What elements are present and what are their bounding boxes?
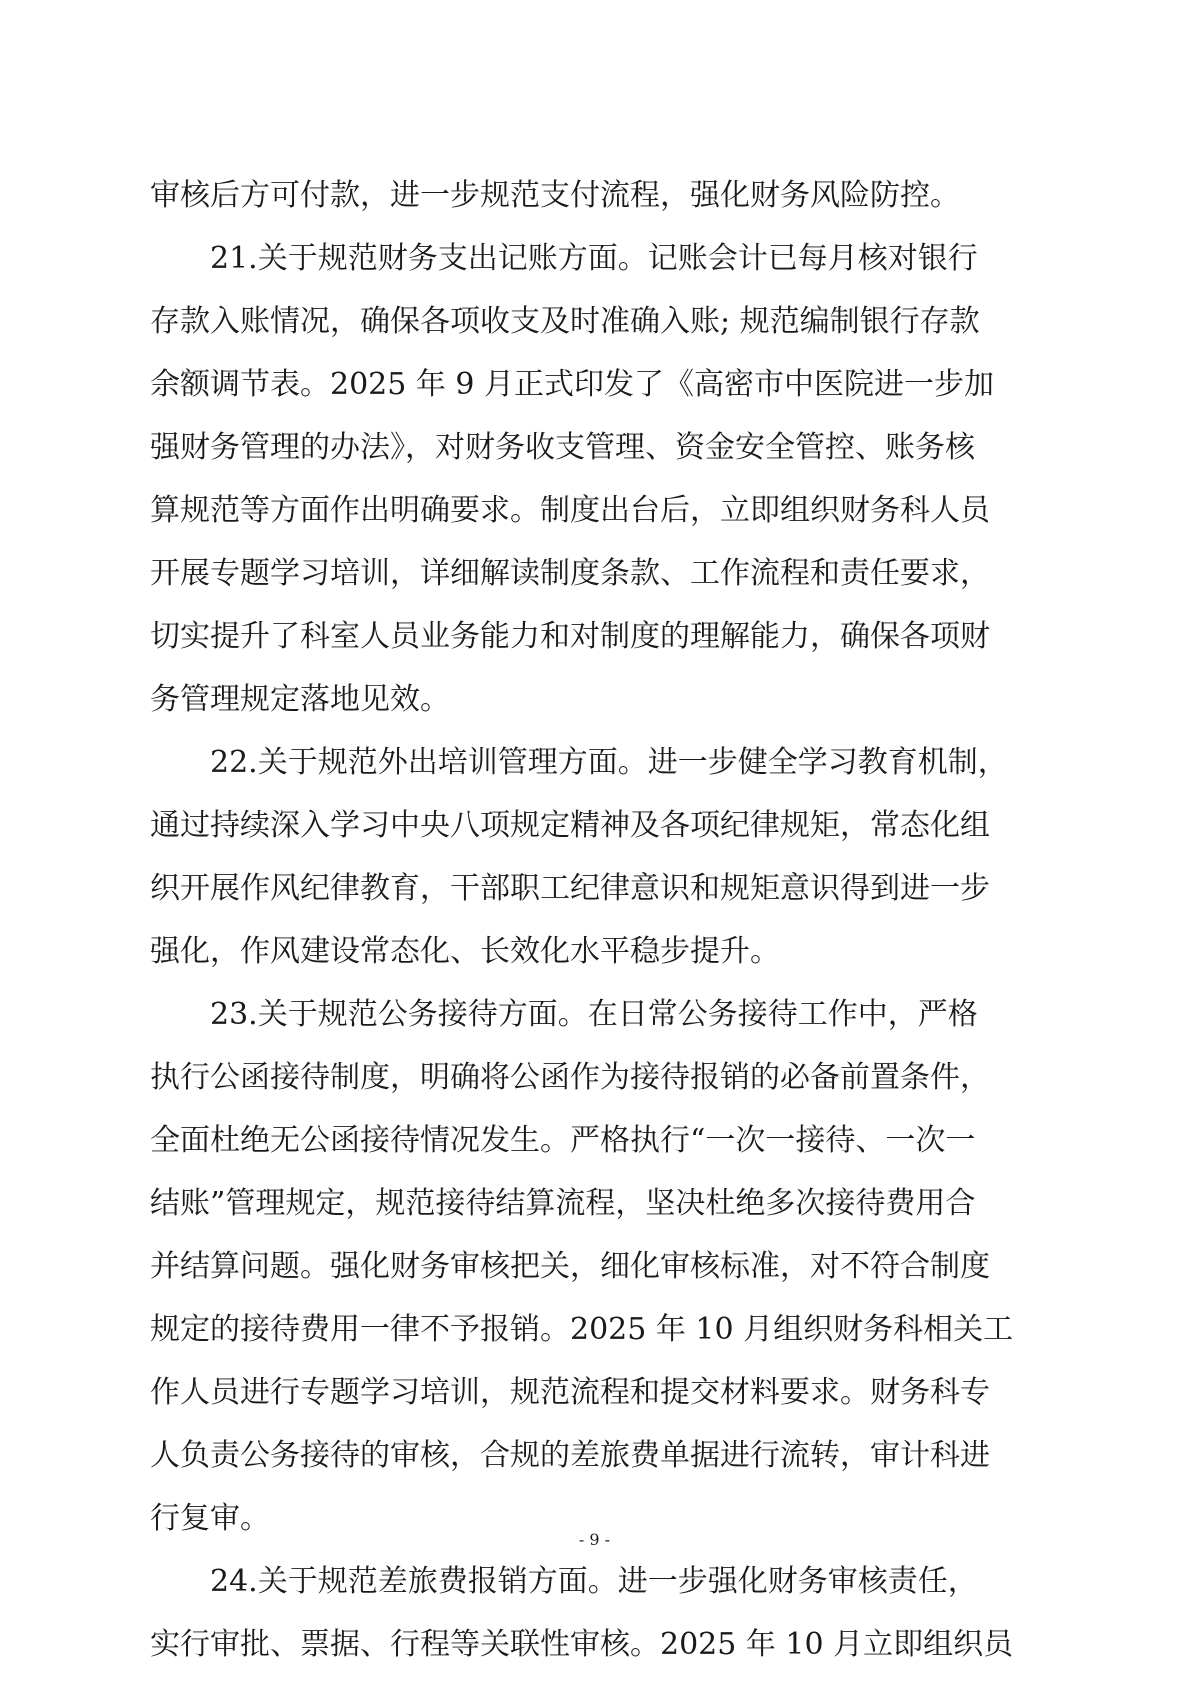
text-line: 行复审。 <box>150 1501 270 1536</box>
text-line: 余额调节表。2025 年 9 月正式印发了《高密市中医院进一步加 <box>150 367 995 402</box>
text-line: 强财务管理的办法》，对财务收支管理、资金安全管控、账务核 <box>150 430 975 465</box>
text-line: 作人员进行专题学习培训，规范流程和提交材料要求。财务科专 <box>150 1375 990 1410</box>
text-line: 实行审批、票据、行程等关联性审核。2025 年 10 月立即组织员 <box>150 1627 1014 1662</box>
text-line: 执行公函接待制度，明确将公函作为接待报销的必备前置条件， <box>150 1060 990 1095</box>
document-body <box>150 164 1050 1676</box>
text-line: 并结算问题。强化财务审核把关，细化审核标准，对不符合制度 <box>150 1249 990 1284</box>
text-line: 开展专题学习培训，详细解读制度条款、工作流程和责任要求， <box>150 556 990 591</box>
page-number: - 9 - <box>578 1530 611 1549</box>
text-line: 务管理规定落地见效。 <box>150 682 450 717</box>
text-line: 通过持续深入学习中央八项规定精神及各项纪律规矩，常态化组 <box>150 808 990 843</box>
paragraph-22-heading-line: 22.关于规范外出培训管理方面。进一步健全学习教育机制， <box>210 745 1008 780</box>
text-line: 人负责公务接待的审核，合规的差旅费单据进行流转，审计科进 <box>150 1438 990 1473</box>
text-line: 结账”管理规定，规范接待结算流程，坚决杜绝多次接待费用合 <box>150 1186 976 1221</box>
text-line: 审核后方可付款，进一步规范支付流程，强化财务风险防控。 <box>150 178 960 213</box>
paragraph-23-heading-line: 23.关于规范公务接待方面。在日常公务接待工作中，严格 <box>210 997 978 1032</box>
text-line: 切实提升了科室人员业务能力和对制度的理解能力，确保各项财 <box>150 619 990 654</box>
text-line: 规定的接待费用一律不予报销。2025 年 10 月组织财务科相关工 <box>150 1312 1014 1347</box>
paragraph-24-heading-line: 24.关于规范差旅费报销方面。进一步强化财务审核责任， <box>210 1564 978 1599</box>
text-line: 算规范等方面作出明确要求。制度出台后，立即组织财务科人员 <box>150 493 990 528</box>
text-line: 强化，作风建设常态化、长效化水平稳步提升。 <box>150 934 780 969</box>
text-line: 全面杜绝无公函接待情况发生。严格执行“一次一接待、一次一 <box>150 1123 976 1158</box>
paragraph-21-heading-line: 21.关于规范财务支出记账方面。记账会计已每月核对银行 <box>210 241 978 276</box>
text-line: 织开展作风纪律教育，干部职工纪律意识和规矩意识得到进一步 <box>150 871 990 906</box>
text-line: 存款入账情况，确保各项收支及时准确入账; 规范编制银行存款 <box>150 304 980 339</box>
